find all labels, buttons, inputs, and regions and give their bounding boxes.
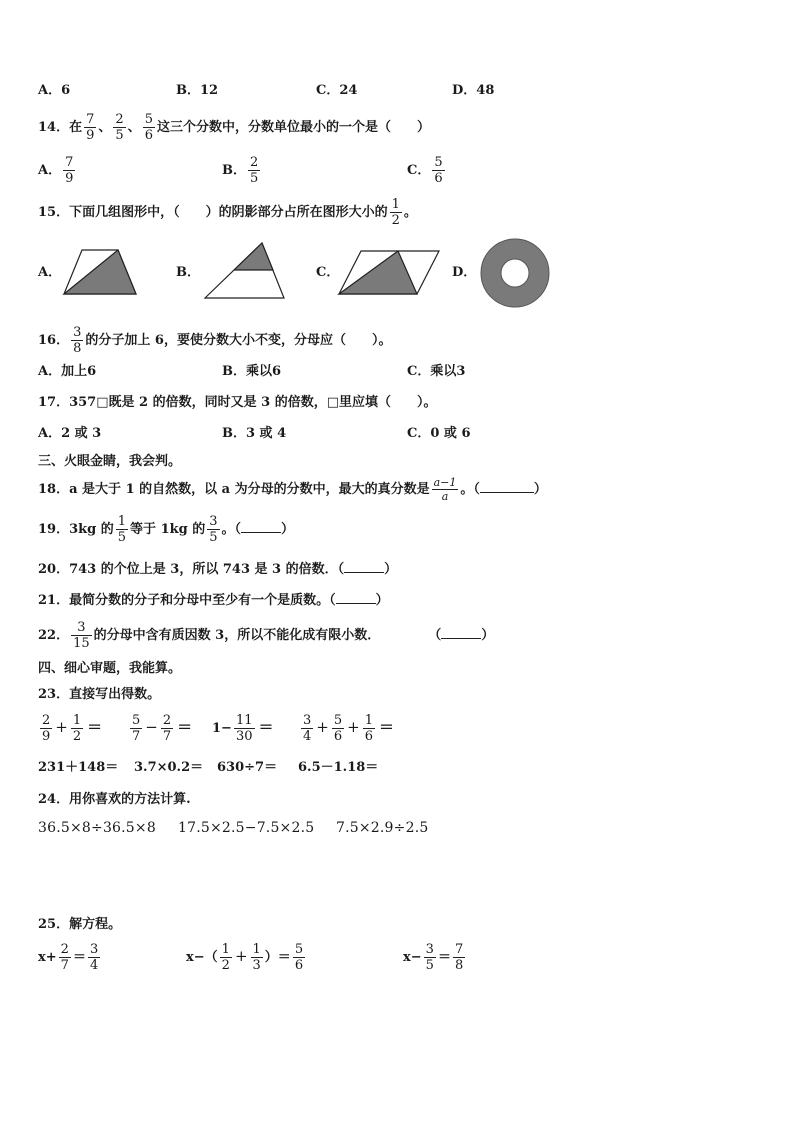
q13-option-d[interactable]: D．48 xyxy=(452,83,495,98)
q22-fraction: $\frac{3}{15}$ xyxy=(73,620,90,651)
q17-question: 17．357□既是 2 的倍数，同时又是 3 的倍数，□里应填（ ）。 xyxy=(38,395,437,410)
q14-option-c[interactable]: C． $\frac{5}{6}$ xyxy=(407,155,443,186)
q17-option-a[interactable]: A．2 或 3 xyxy=(38,426,102,441)
q18-question: 18．a 是大于 1 的自然数，以 a 为分母的分数中，最大的真分数是 $\frac{a-1}{a}$ 。（ ） xyxy=(38,476,547,503)
q14-fraction-2: $\frac{2}{5}$ xyxy=(115,112,124,143)
q16-option-b[interactable]: B．乘以6 xyxy=(222,364,282,379)
q23-row2-expr-4: 6.5－1.18＝ xyxy=(298,760,379,775)
q24-expr-3: 7.5×2.9÷2.5 xyxy=(336,820,429,836)
q24-expr-2: 17.5×2.5−7.5×2.5 xyxy=(178,820,315,836)
q24-title: 24．用你喜欢的方法计算. xyxy=(38,792,191,807)
q18-fraction: $\frac{a-1}{a}$ xyxy=(433,476,457,503)
q15-fraction: $\frac{1}{2}$ xyxy=(391,197,400,228)
q24-expr-1: 36.5×8÷36.5×8 xyxy=(38,820,156,836)
q21-question: 21．最简分数的分子和分母中至少有一个是质数。（ ） xyxy=(38,593,389,608)
q17-option-b[interactable]: B．3 或 4 xyxy=(222,426,287,441)
q17-option-c[interactable]: C．0 或 6 xyxy=(407,426,471,441)
q15-option-c[interactable]: C． xyxy=(316,265,340,280)
q13-option-a[interactable]: A．6 xyxy=(38,83,71,98)
q15-option-b[interactable]: B． xyxy=(176,265,200,280)
q19-question: 19．3kg 的 $\frac{1}{5}$ 等于 1kg 的 $\frac{3}{5}$ 。（ ） xyxy=(38,514,295,545)
q15-option-d[interactable]: D． xyxy=(452,265,477,280)
q13-option-c[interactable]: C．24 xyxy=(316,83,358,98)
q25-equation-3: x− $\frac{3}{5}$ ＝ $\frac{7}{8}$ xyxy=(403,942,464,973)
q15-figure-c-parallelogram xyxy=(336,248,442,298)
q16-option-a[interactable]: A．加上6 xyxy=(38,364,97,379)
q21-answer-blank[interactable] xyxy=(336,603,376,604)
q13-option-b[interactable]: B．12 xyxy=(176,83,219,98)
section-3-heading: 三、火眼金睛，我会判。 xyxy=(38,454,182,469)
q15-figure-b-triangle xyxy=(202,240,288,302)
q14-option-b[interactable]: B． $\frac{2}{5}$ xyxy=(222,155,259,186)
q23-expr-2: $\frac{5}{7}$ − $\frac{2}{7}$ ＝ xyxy=(132,713,193,744)
q22-question: 22． $\frac{3}{15}$ 的分母中含有质因数 3，所以不能化成有限小数． （ ） xyxy=(38,620,495,651)
q14-fraction-1: $\frac{7}{9}$ xyxy=(86,112,95,143)
q18-answer-blank[interactable] xyxy=(480,492,534,493)
q14-number: 14．在 xyxy=(38,120,83,135)
q25-title: 25．解方程。 xyxy=(38,917,122,932)
q23-row2-expr-3: 630÷7＝ xyxy=(217,760,278,775)
q15-figure-d-ring xyxy=(477,237,553,309)
q16-fraction: $\frac{3}{8}$ xyxy=(73,325,82,356)
q23-expr-4: $\frac{3}{4}$ + $\frac{5}{6}$ + $\frac{1}{6}$ ＝ xyxy=(303,713,395,744)
q16-option-c[interactable]: C．乘以3 xyxy=(407,364,466,379)
q25-equation-2: x−（ $\frac{1}{2}$ + $\frac{1}{3}$ ）＝ $\frac{5}{6}$ xyxy=(186,942,304,973)
q15-figure-a-trapezoid xyxy=(62,246,138,298)
q14-option-a[interactable]: A． $\frac{7}{9}$ xyxy=(38,155,74,186)
q20-question: 20．743 的个位上是 3，所以 743 是 3 的倍数．（ ） xyxy=(38,562,398,577)
section-4-heading: 四、细心审题，我能算。 xyxy=(38,661,182,676)
q23-row2-expr-2: 3.7×0.2＝ xyxy=(134,760,204,775)
q14-question: 14．在 $\frac{7}{9}$ 、 $\frac{2}{5}$ 、 $\frac{5}{6}$ 这三个分数中，分数单位最小的一个是（ ） xyxy=(38,112,430,143)
q23-row2-expr-1: 231＋148＝ xyxy=(38,760,119,775)
q20-answer-blank[interactable] xyxy=(344,572,384,573)
q19-answer-blank[interactable] xyxy=(241,532,281,533)
q14-fraction-3: $\frac{5}{6}$ xyxy=(144,112,153,143)
q15-option-a[interactable]: A． xyxy=(38,265,62,280)
q22-answer-blank[interactable] xyxy=(441,638,481,639)
q23-expr-1: $\frac{2}{9}$ + $\frac{1}{2}$ ＝ xyxy=(42,713,103,744)
q15-question: 15．下面几组图形中，（ ）的阴影部分占所在图形大小的 $\frac{1}{2}$ 。 xyxy=(38,197,417,228)
q23-title: 23．直接写出得数。 xyxy=(38,687,161,702)
q25-equation-1: x+ $\frac{2}{7}$ ＝ $\frac{3}{4}$ xyxy=(38,942,99,973)
q23-expr-3: 1− $\frac{11}{30}$ ＝ xyxy=(212,713,274,744)
q16-question: 16． $\frac{3}{8}$ 的分子加上 6，要使分数大小不变，分母应（ ）。 xyxy=(38,325,392,356)
